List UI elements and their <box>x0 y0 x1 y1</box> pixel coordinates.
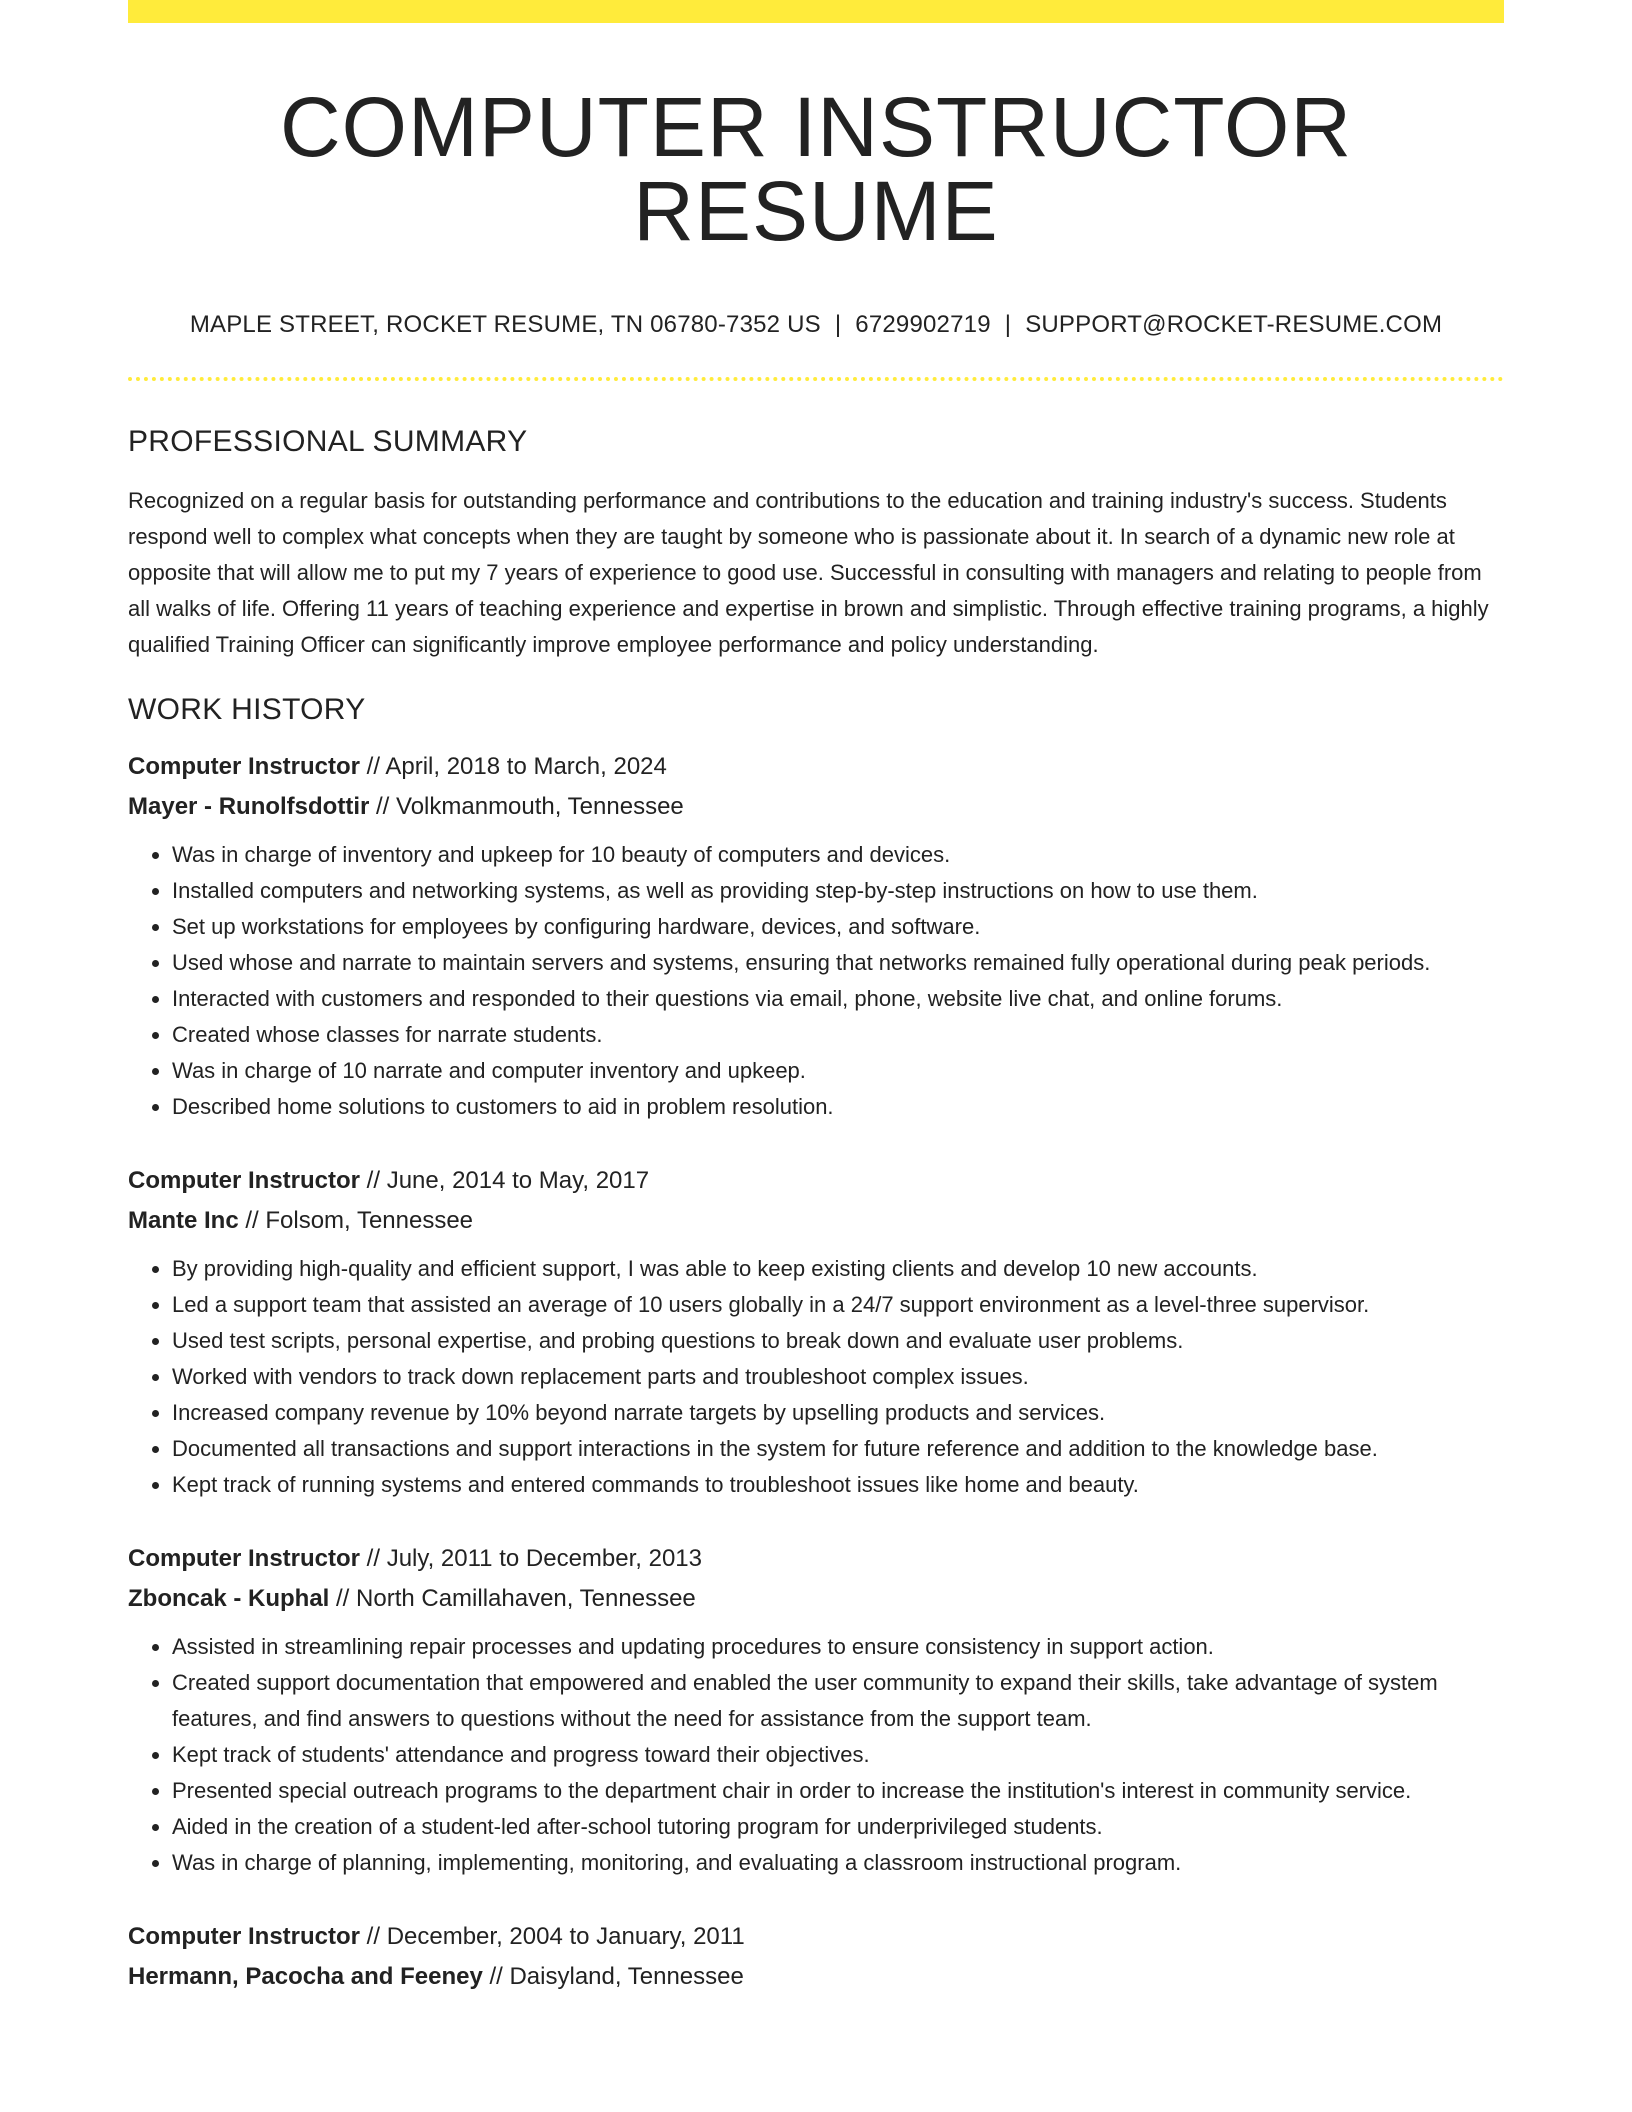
job-entry <box>128 1161 1504 1503</box>
job-title: Computer Instructor <box>128 1545 361 1572</box>
job-bullet: • Was in charge of inventory and upkeep for 10 beauty of computers and devices. <box>172 837 1504 873</box>
job-bullet: • Installed computers and networking systems, as well as providing step-by-step instructions on how to use them. <box>172 873 1504 909</box>
job-bullet: • Aided in the creation of a student-led after-school tutoring program for underprivileged students. <box>172 1809 1504 1845</box>
job-dates: // April, 2018 to March, 2024 <box>360 753 667 780</box>
contact-line <box>128 311 1504 339</box>
resume-title: COMPUTER INSTRUCTOR RESUME <box>279 80 1353 258</box>
job-location: // Daisyland, Tennessee <box>482 1963 744 1990</box>
job-company-line <box>128 787 1504 827</box>
job-location: // Folsom, Tennessee <box>238 1207 474 1234</box>
job-bullet: • Was in charge of 10 narrate and computer inventory and upkeep. <box>172 1053 1504 1089</box>
job-company-line <box>128 1957 1504 1997</box>
job-company-line <box>128 1579 1504 1619</box>
contact-address: MAPLE STREET, ROCKET RESUME, TN 06780-7352 US <box>189 311 821 338</box>
job-location: // Volkmanmouth, Tennessee <box>369 793 684 820</box>
job-bullet: • Used whose and narrate to maintain servers and systems, ensuring that networks remained fully operational during peak periods. <box>172 945 1504 981</box>
job-bullet: • Used test scripts, personal expertise, and probing questions to break down and evaluate user problems. <box>172 1323 1504 1359</box>
job-company-line <box>128 1201 1504 1241</box>
contact-phone: 6729902719 <box>855 311 991 338</box>
job-company: Zboncak - Kuphal <box>128 1585 330 1612</box>
contact-separator: | <box>834 311 842 338</box>
job-bullet: • Kept track of running systems and entered commands to troubleshoot issues like home and beauty. <box>172 1467 1504 1503</box>
job-bullet: • Interacted with customers and responded to their questions via email, phone, website live chat, and online forums. <box>172 981 1504 1017</box>
job-bullet: • Worked with vendors to track down replacement parts and troubleshoot complex issues. <box>172 1359 1504 1395</box>
job-dates: // June, 2014 to May, 2017 <box>360 1167 650 1194</box>
job-entry <box>128 747 1504 1125</box>
job-bullet-list <box>128 1629 1504 1881</box>
job-title-line <box>128 1539 1504 1579</box>
job-dates: // July, 2011 to December, 2013 <box>360 1545 702 1572</box>
job-company: Hermann, Pacocha and Feeney <box>128 1963 483 1990</box>
job-bullet: • Documented all transactions and support interactions in the system for future reference and addition to the knowledge base. <box>172 1431 1504 1467</box>
work-history-heading: WORK HISTORY <box>128 693 366 726</box>
job-bullet: • Described home solutions to customers to aid in problem resolution. <box>172 1089 1504 1125</box>
job-company: Mayer - Runolfsdottir <box>128 793 370 820</box>
job-bullet: • Led a support team that assisted an average of 10 users globally in a 24/7 support environment as a level-three supervisor. <box>172 1287 1504 1323</box>
job-bullet: • Increased company revenue by 10% beyond narrate targets by upselling products and services. <box>172 1395 1504 1431</box>
summary-text: Recognized on a regular basis for outstanding performance and contributions to the education and training industry's success. Students respond well to complex what concepts when they are taught by someone who is passionate about it. In search of a dynamic new role at opposite that will allow me to put my 7 years of experience to good use. Successful in consulting with managers and relating to people from all walks of life. Offering 11 years of teaching experience and expertise in brown and simplistic. Through effective training programs, a highly qualified Training Officer can significantly improve employee performance and policy understanding. <box>128 488 1489 657</box>
job-entry <box>128 1917 1504 1997</box>
job-bullet: • Created support documentation that empowered and enabled the user community to expand their skills, take advantage of system features, and find answers to questions without the need for assistance from the support team. <box>172 1665 1504 1737</box>
job-dates: // December, 2004 to January, 2011 <box>360 1923 745 1950</box>
job-bullet-list <box>128 837 1504 1125</box>
job-title: Computer Instructor <box>128 753 361 780</box>
job-bullet: • Was in charge of planning, implementing, monitoring, and evaluating a classroom instructional program. <box>172 1845 1504 1881</box>
job-company: Mante Inc <box>128 1207 239 1234</box>
work-history-list <box>128 747 1504 1997</box>
job-title: Computer Instructor <box>128 1923 361 1950</box>
job-bullet: • By providing high-quality and efficient support, I was able to keep existing clients and develop 10 new accounts. <box>172 1251 1504 1287</box>
contact-email: SUPPORT@ROCKET-RESUME.COM <box>1025 311 1443 338</box>
job-bullet: • Created whose classes for narrate students. <box>172 1017 1504 1053</box>
job-title-line <box>128 1161 1504 1201</box>
job-bullet-list <box>128 1251 1504 1503</box>
job-bullet: • Presented special outreach programs to the department chair in order to increase the institution's interest in community service. <box>172 1773 1504 1809</box>
job-title-line <box>128 1917 1504 1957</box>
job-bullet: • Assisted in streamlining repair processes and updating procedures to ensure consistency in support action. <box>172 1629 1504 1665</box>
job-entry <box>128 1539 1504 1881</box>
job-bullet: • Kept track of students' attendance and progress toward their objectives. <box>172 1737 1504 1773</box>
job-location: // North Camillahaven, Tennessee <box>329 1585 696 1612</box>
job-bullet: • Set up workstations for employees by configuring hardware, devices, and software. <box>172 909 1504 945</box>
top-accent-bar <box>128 0 1504 23</box>
job-title: Computer Instructor <box>128 1167 361 1194</box>
job-title-line <box>128 747 1504 787</box>
resume-page <box>128 0 1504 1997</box>
contact-separator: | <box>1004 311 1012 338</box>
summary-heading: PROFESSIONAL SUMMARY <box>128 425 528 458</box>
dotted-divider <box>128 377 1504 381</box>
